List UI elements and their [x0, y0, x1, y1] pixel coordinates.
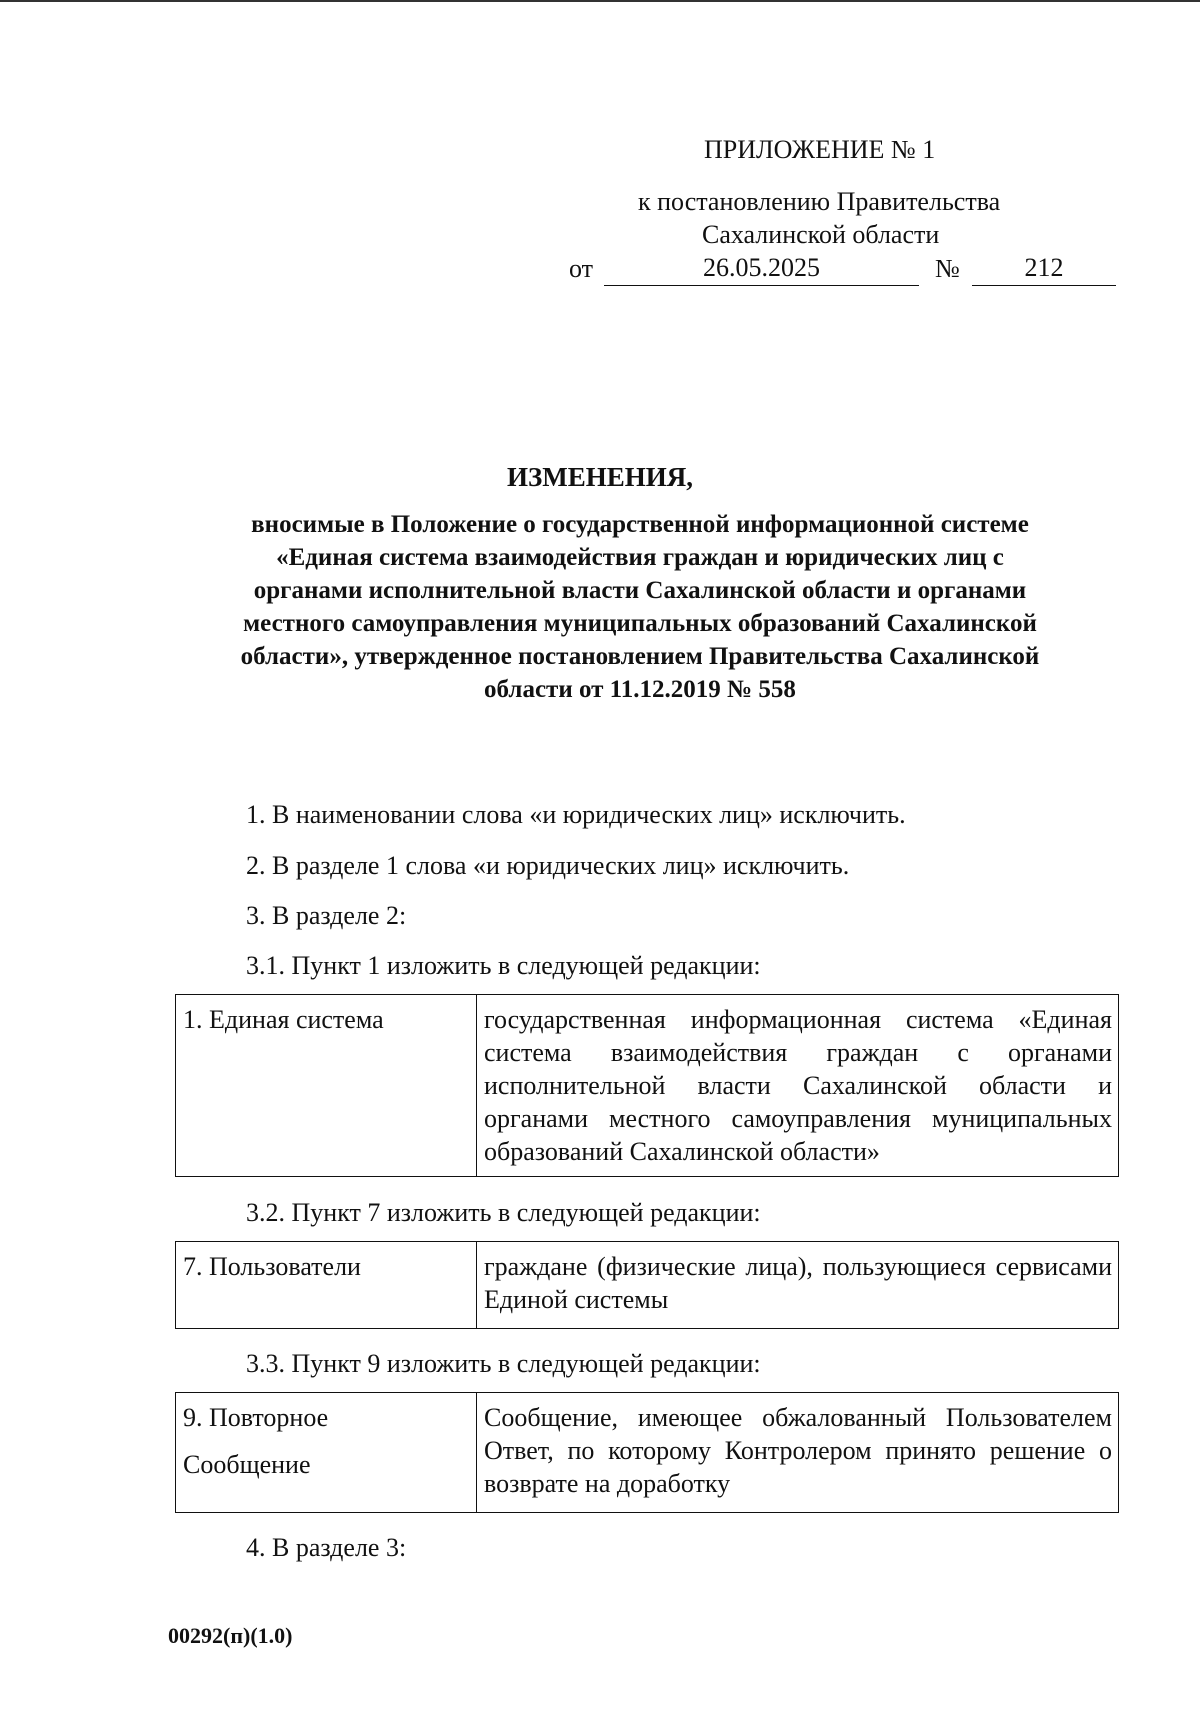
subtitle-line: области от 11.12.2019 № 558: [484, 676, 796, 703]
table-row: [176, 1393, 1119, 1513]
resolution-date: 26.05.2025: [604, 251, 919, 286]
subitem-3-2: 3.2. Пункт 7 изложить в следующей редакции:: [246, 1198, 761, 1227]
definition-table-3: [175, 1392, 1119, 1513]
appendix-title: ПРИЛОЖЕНИЕ № 1: [704, 135, 936, 164]
term-cell: [176, 1393, 477, 1513]
subtitle-line: «Единая система взаимодействия граждан и юридических лиц с: [276, 544, 1004, 571]
item-1: 1. В наименовании слова «и юридических лиц» исключить.: [246, 800, 906, 829]
resolution-reference: к постановлению Правительства: [638, 187, 1001, 216]
table-row: [176, 995, 1119, 1177]
table-row: [176, 1242, 1119, 1329]
item-2: 2. В разделе 1 слова «и юридических лиц» исключить.: [246, 851, 850, 880]
document-title: ИЗМЕНЕНИЯ,: [506, 462, 693, 492]
term-line: 9. Повторное: [183, 1403, 329, 1432]
term-line: Сообщение: [183, 1450, 311, 1479]
subtitle-line: области», утвержденное постановлением Правительства Сахалинской: [240, 643, 1040, 670]
term-cell: 7. Пользователи: [176, 1242, 477, 1329]
subtitle-line: органами исполнительной власти Сахалинской области и органами: [253, 577, 1027, 604]
page-top-edge: [0, 0, 1200, 2]
definition-cell: государственная информационная система «Единая система взаимодействия граждан с органами исполнительной власти Сахалинской области и органами местного самоуправления муниципальных образований Сахалинской области»: [477, 995, 1119, 1177]
document-code: 00292(п)(1.0): [168, 1623, 293, 1648]
resolution-number: 212: [972, 251, 1116, 286]
item-4: 4. В разделе 3:: [246, 1533, 407, 1562]
subitem-3-3: 3.3. Пункт 9 изложить в следующей редакции:: [246, 1349, 761, 1378]
term-cell: 1. Единая система: [176, 995, 477, 1177]
definition-cell: Сообщение, имеющее обжалованный Пользователем Ответ, по которому Контролером принято решение о возврате на доработку: [477, 1393, 1119, 1513]
item-3: 3. В разделе 2:: [246, 901, 407, 930]
number-label: №: [935, 254, 960, 283]
subtitle-line: вносимые в Положение о государственной информационной системе: [251, 511, 1029, 538]
definition-cell: граждане (физические лица), пользующиеся сервисами Единой системы: [477, 1242, 1119, 1329]
date-label: от: [569, 254, 594, 283]
region-name: Сахалинской области: [702, 220, 940, 249]
document-subtitle: [180, 508, 1100, 706]
definition-table-1: [175, 994, 1119, 1177]
subtitle-line: местного самоуправления муниципальных образований Сахалинской: [243, 610, 1037, 637]
subitem-3-1: 3.1. Пункт 1 изложить в следующей редакции:: [246, 951, 761, 980]
definition-table-2: [175, 1241, 1119, 1329]
